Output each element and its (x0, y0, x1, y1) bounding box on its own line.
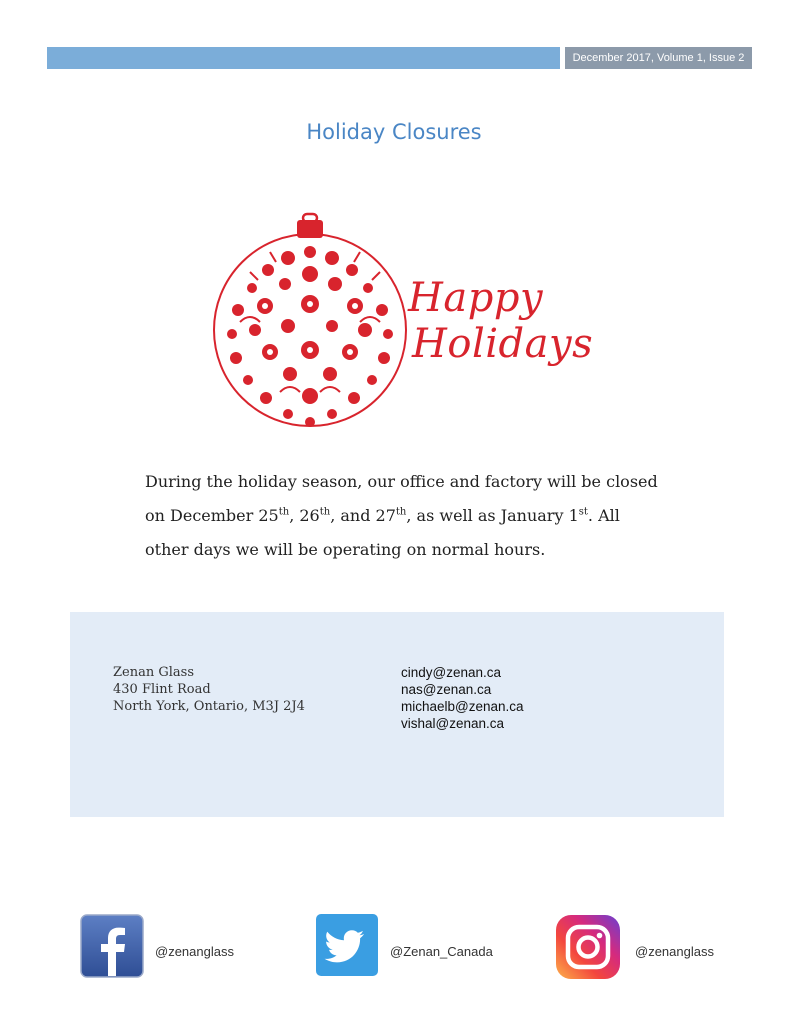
email-link[interactable]: cindy@zenan.ca (401, 665, 502, 680)
happy-holidays-text (408, 275, 608, 367)
banner-line-1: Happy (408, 275, 544, 321)
twitter-handle[interactable]: @Zenan_Canada (390, 944, 493, 959)
instagram-icon[interactable] (555, 914, 621, 980)
address-line: North York, Ontario, M3J 2J4 (113, 699, 305, 714)
facebook-icon[interactable] (80, 914, 144, 978)
email-link[interactable]: vishal@zenan.ca (401, 716, 505, 731)
page-title: Holiday Closures (306, 120, 482, 144)
christmas-bauble-ornament-icon (210, 212, 410, 432)
address-line: Zenan Glass (113, 665, 194, 680)
address-line: 430 Flint Road (113, 682, 211, 697)
facebook-handle[interactable]: @zenanglass (155, 944, 234, 959)
header-bar (47, 47, 560, 69)
issue-info: December 2017, Volume 1, Issue 2 (565, 47, 752, 69)
instagram-handle[interactable]: @zenanglass (635, 944, 714, 959)
email-link[interactable]: michaelb@zenan.ca (401, 699, 524, 714)
email-link[interactable]: nas@zenan.ca (401, 682, 492, 697)
company-address (113, 664, 305, 715)
banner-line-2: Holidays (412, 321, 594, 367)
contact-emails (401, 664, 524, 732)
contact-box (70, 612, 724, 817)
twitter-icon[interactable] (316, 914, 378, 976)
closure-paragraph: During the holiday season, our office and factory will be closed on December 25th, 26th, and 27th, as well as January 1st. All other days we will be operating on normal hours. (145, 472, 658, 559)
